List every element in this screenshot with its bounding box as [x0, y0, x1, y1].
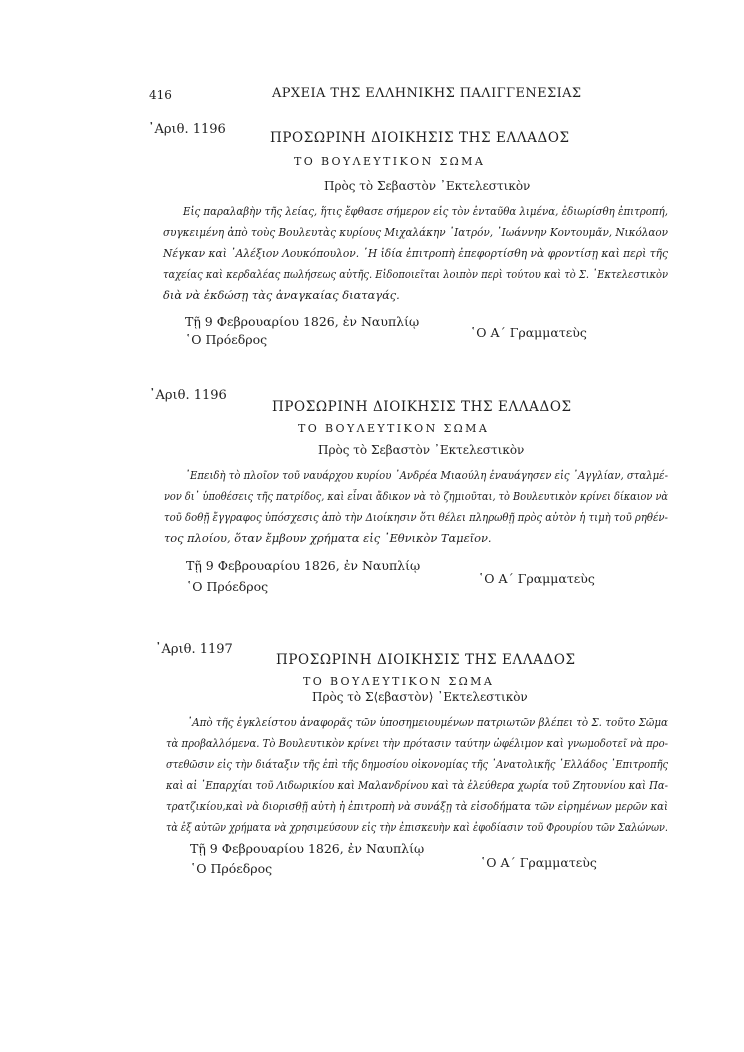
document-date: Τῇ 9 Φεβρουαρίου 1826, ἐν Ναυπλίῳ	[190, 841, 425, 856]
body-line: τὰ ἐξ αὐτῶν χρήματα νὰ χρησιμεύσουν εἰς τὴν ἐπισκευὴν καὶ ἐφοδίασιν τοῦ Φρουρίου τῶν Σαλώνων.	[166, 820, 668, 834]
document-subtitle: ΤΟ ΒΟΥΛΕΥΤΙΚΟΝ ΣΩΜΑ	[298, 422, 490, 435]
signature-secretary: ῾Ο Α΄ Γραμματεὺς	[470, 325, 587, 340]
body-line: συγκειμένη ἀπὸ τοὺς Βουλευτὰς κυρίους Μιχαλάκην ᾿Ιατρόν, ᾿Ιωάννην Κοντουμᾶν, Νικόλαον	[163, 225, 669, 239]
body-line: τοῦ δοθῇ ἔγγραφος ὑπόσχεσις ἀπὸ τὴν Διοίκησιν ὅτι θέλει πληρωθῇ πρὸς αὐτὸν ἡ τιμὴ τοῦ ρηθέν-	[164, 510, 668, 524]
body-line: ᾿Επειδὴ τὸ πλοῖον τοῦ ναυάρχου κυρίου ᾿Ανδρέα Μιαούλη ἐναυάγησεν εἰς ᾿Αγγλίαν, σταλμέ-	[185, 468, 668, 482]
body-line: στεθῶσιν εἰς τὴν διάταξιν τῆς ἐπὶ τῆς δημοσίου οἰκονομίας τῆς ᾿Ανατολικῆς ῾Ελλάδος ᾿Επιτροπῆς	[166, 757, 669, 771]
body-line: τος πλοίου, ὅταν ἔμβουν χρήματα εἰς ᾿Εθνικὸν Ταμεῖον.	[164, 531, 492, 545]
signature-president: ῾Ο Πρόεδρος	[186, 579, 269, 594]
page-number: 416	[149, 88, 172, 102]
document-date: Τῇ 9 Φεβρουαρίου 1826, ἐν Ναυπλίῳ	[186, 558, 421, 573]
body-line: καὶ αἱ ᾿Επαρχίαι τοῦ Λιδωρικίου καὶ Μαλανδρίνου καὶ τὰ ἐλεύθερα χωρία τοῦ Ζητουνίου καὶ Πα-	[166, 778, 668, 792]
document-subtitle: ΤΟ ΒΟΥΛΕΥΤΙΚΟΝ ΣΩΜΑ	[303, 675, 495, 688]
document-date: Τῇ 9 Φεβρουαρίου 1826, ἐν Ναυπλίῳ	[185, 314, 420, 329]
signature-president: ῾Ο Πρόεδρος	[185, 332, 268, 347]
body-line: Εἰς παραλαβὴν τῆς λείας, ἥτις ἔφθασε σήμερον εἰς τὸν ἐνταῦθα λιμένα, ἐδιωρίσθη ἐπιτροπή,	[183, 204, 668, 218]
body-line: ᾿Απὸ τῆς ἐγκλείστου ἀναφορᾶς τῶν ὑποσημειουμένων πατριωτῶν βλέπει τὸ Σ. τοῦτο Σῶμα	[187, 715, 668, 729]
document-title: ΠΡΟΣΩΡΙΝΗ ΔΙΟΙΚΗΣΙΣ ΤΗΣ ΕΛΛΑΔΟΣ	[272, 399, 572, 415]
document-number: ᾿Αριθ. 1196	[149, 388, 227, 403]
signature-secretary: ῾Ο Α΄ Γραμματεὺς	[478, 571, 595, 586]
body-line: τὰ προβαλλόμενα. Τὸ Βουλευτικὸν κρίνει τὴν πρότασιν ταύτην ὠφέλιμον καὶ γνωμοδοτεῖ νὰ προ-	[166, 736, 669, 750]
document-addressee: Πρὸς τὸ Σεβαστὸν ᾿Εκτελεστικὸν	[324, 179, 531, 193]
body-line: Νέγκαν καὶ ᾿Αλέξιον Λουκόπουλον. ῾Η ἰδία ἐπιτροπὴ ἐπεφορτίσθη νὰ φροντίσῃ καὶ περὶ τῆς	[163, 246, 669, 260]
body-line: διὰ νὰ ἐκδώσῃ τὰς ἀναγκαίας διαταγάς.	[163, 288, 400, 302]
document-number: ᾿Αριθ. 1196	[148, 122, 226, 137]
document-subtitle: ΤΟ ΒΟΥΛΕΥΤΙΚΟΝ ΣΩΜΑ	[294, 155, 486, 168]
signature-secretary: ῾Ο Α΄ Γραμματεὺς	[480, 855, 597, 870]
signature-president: ῾Ο Πρόεδρος	[190, 861, 273, 876]
document-title: ΠΡΟΣΩΡΙΝΗ ΔΙΟΙΚΗΣΙΣ ΤΗΣ ΕΛΛΑΔΟΣ	[276, 652, 576, 668]
running-head: ΑΡΧΕΙΑ ΤΗΣ ΕΛΛΗΝΙΚΗΣ ΠΑΛΙΓΓΕΝΕΣΙΑΣ	[272, 86, 582, 101]
body-line: τρατζικίου,καὶ νὰ διορισθῇ αὐτὴ ἡ ἐπιτροπὴ νὰ συνάξῃ τὰ εἰσοδήματα τῶν εἰρημένων μερῶν καὶ	[166, 799, 668, 813]
body-line: νον δι᾿ ὑποθέσεις τῆς πατρίδος, καὶ εἶναι ἄδικον νὰ τὸ ζημιοῦται, τὸ Βουλευτικὸν κρίνει δίκαιον νὰ	[164, 489, 668, 503]
document-number: ᾿Αριθ. 1197	[155, 642, 233, 657]
document-addressee: Πρὸς τὸ Σ⟨εβαστὸν⟩ ᾿Εκτελεστικὸν	[312, 690, 528, 704]
document-title: ΠΡΟΣΩΡΙΝΗ ΔΙΟΙΚΗΣΙΣ ΤΗΣ ΕΛΛΑΔΟΣ	[270, 130, 570, 146]
body-line: ταχείας καὶ κερδαλέας πωλήσεως αὐτῆς. Εἰδοποιεῖται λοιπὸν περὶ τούτου καὶ τὸ Σ. ᾿Εκτελεστικὸν	[163, 267, 669, 281]
document-addressee: Πρὸς τὸ Σεβαστὸν ᾿Εκτελεστικὸν	[318, 443, 525, 457]
